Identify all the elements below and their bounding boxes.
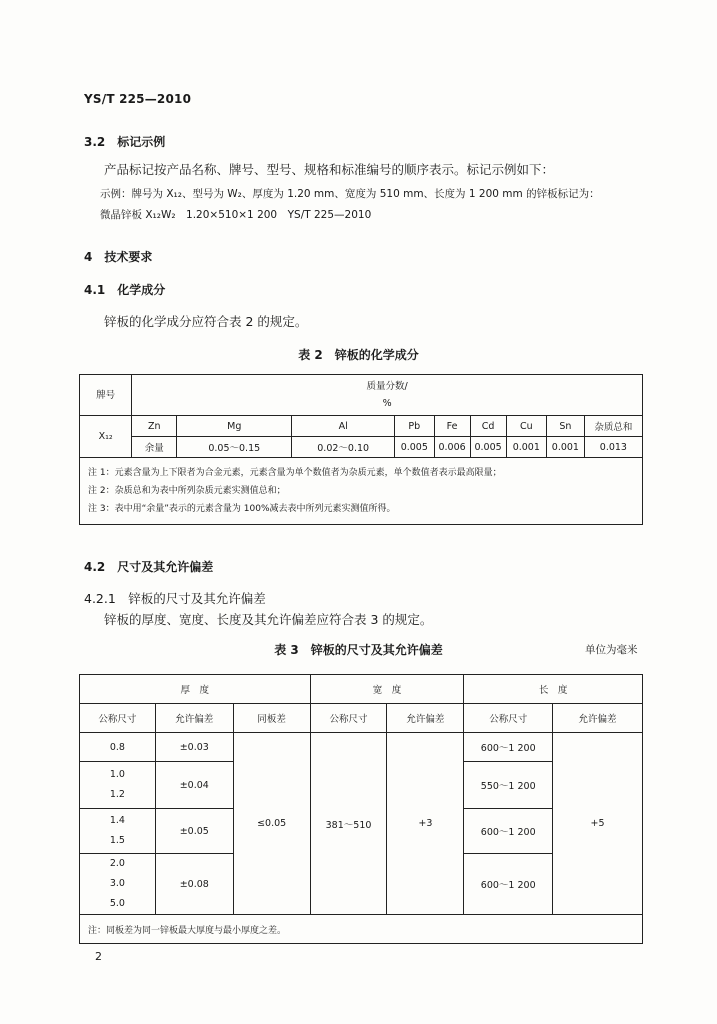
element-header: Cu [506,416,546,437]
element-header: Sn [547,416,585,437]
section-3-2-intro: 产品标记按产品名称、牌号、型号、规格和标准编号的顺序表示。标记示例如下： [104,162,555,177]
width-group-header: 宽 度 [310,675,464,704]
thickness-group-header: 厚 度 [80,675,311,704]
section-4-2-heading: 4.2 尺寸及其允许偏差 [84,560,214,574]
element-header: Mg [177,416,292,437]
column-header: 公称尺寸 [464,704,553,733]
same-plate-difference: ≤0.05 [233,733,310,915]
mass-fraction-header [132,375,643,416]
section-4-1-text: 锌板的化学成分应符合表 2 的规定。 [104,314,308,329]
composition-value: 0.001 [506,437,546,458]
standard-code: YS/T 225—2010 [84,92,192,106]
grade-value: X₁₂ [80,416,132,458]
marking-example-description: 示例：牌号为 X₁₂、型号为 W₂、厚度为 1.20 mm、宽度为 510 mm、长度为 1 200 mm 的锌板标记为： [100,188,600,200]
element-header: Pb [395,416,435,437]
table-3-caption: 表 3 锌板的尺寸及其允许偏差 [274,643,443,657]
thickness-nominal-value: 1.2 [109,789,125,800]
thickness-nominal [80,809,156,854]
composition-value: 余量 [132,437,177,458]
composition-value: 0.001 [547,437,585,458]
column-header: 允许偏差 [553,704,643,733]
grade-header: 牌号 [80,375,132,416]
section-4-2-1-text: 锌板的厚度、宽度、长度及其允许偏差应符合表 3 的规定。 [104,612,433,627]
length-group-header: 长 度 [464,675,643,704]
thickness-nominal: 0.8 [80,733,156,762]
mass-fraction-unit: % [382,398,392,409]
composition-value: 0.005 [395,437,435,458]
thickness-tolerance: ±0.08 [155,854,233,915]
element-header: Cd [470,416,506,437]
column-header: 允许偏差 [387,704,464,733]
thickness-nominal [80,762,156,809]
thickness-nominal-value: 1.5 [109,835,125,846]
table-2-caption: 表 2 锌板的化学成分 [298,348,419,362]
thickness-tolerance: ±0.05 [155,809,233,854]
length-nominal: 600～1 200 [464,809,553,854]
table-2-note: 注 1：元素含量为上下限者为合金元素，元素含量为单个数值者为杂质元素，单个数值者表示最高限量； [88,468,502,478]
thickness-nominal-value: 3.0 [109,878,125,889]
section-3-2-heading: 3.2 标记示例 [84,135,166,149]
length-nominal: 550～1 200 [464,762,553,809]
section-4-heading: 4 技术要求 [84,250,153,264]
marking-example: 微晶锌板 X₁₂W₂ 1.20×510×1 200 YS/T 225—2010 [100,209,372,221]
unit-note: 单位为毫米 [585,644,638,656]
table-2-note: 注 2：杂质总和为表中所列杂质元素实测值总和； [88,486,286,496]
element-header: Al [292,416,395,437]
thickness-nominal-value: 5.0 [109,898,125,909]
column-header: 公称尺寸 [80,704,156,733]
width-nominal: 381～510 [310,733,387,915]
table-3-note: 注：同板差为同一锌板最大厚度与最小厚度之差。 [80,915,643,944]
page-number: 2 [95,950,102,963]
composition-value: 0.05～0.15 [177,437,292,458]
column-header: 允许偏差 [155,704,233,733]
length-tolerance: +5 [553,733,643,915]
chemical-composition-table [79,374,643,525]
table-2-notes [80,458,643,525]
thickness-tolerance: ±0.03 [155,733,233,762]
section-4-2-1-heading: 4.2.1 锌板的尺寸及其允许偏差 [84,591,266,606]
thickness-nominal [80,854,156,915]
column-header: 公称尺寸 [310,704,387,733]
composition-value: 0.006 [434,437,470,458]
thickness-nominal-value: 2.0 [109,858,125,869]
thickness-nominal-value: 1.0 [109,769,125,780]
length-nominal: 600～1 200 [464,854,553,915]
length-nominal: 600～1 200 [464,733,553,762]
mass-fraction-label: 质量分数/ [366,381,408,392]
element-header: Zn [132,416,177,437]
composition-value: 0.02～0.10 [292,437,395,458]
column-header: 同板差 [233,704,310,733]
table-2-note: 注 3：表中用“余量”表示的元素含量为 100%减去表中所列元素实测值所得。 [88,504,396,514]
element-header: Fe [434,416,470,437]
composition-value: 0.005 [470,437,506,458]
section-4-1-heading: 4.1 化学成分 [84,283,166,297]
thickness-nominal-value: 1.4 [109,815,125,826]
element-header: 杂质总和 [584,416,642,437]
thickness-tolerance: ±0.04 [155,762,233,809]
dimensions-table [79,674,643,944]
width-tolerance: +3 [387,733,464,915]
composition-value: 0.013 [584,437,642,458]
